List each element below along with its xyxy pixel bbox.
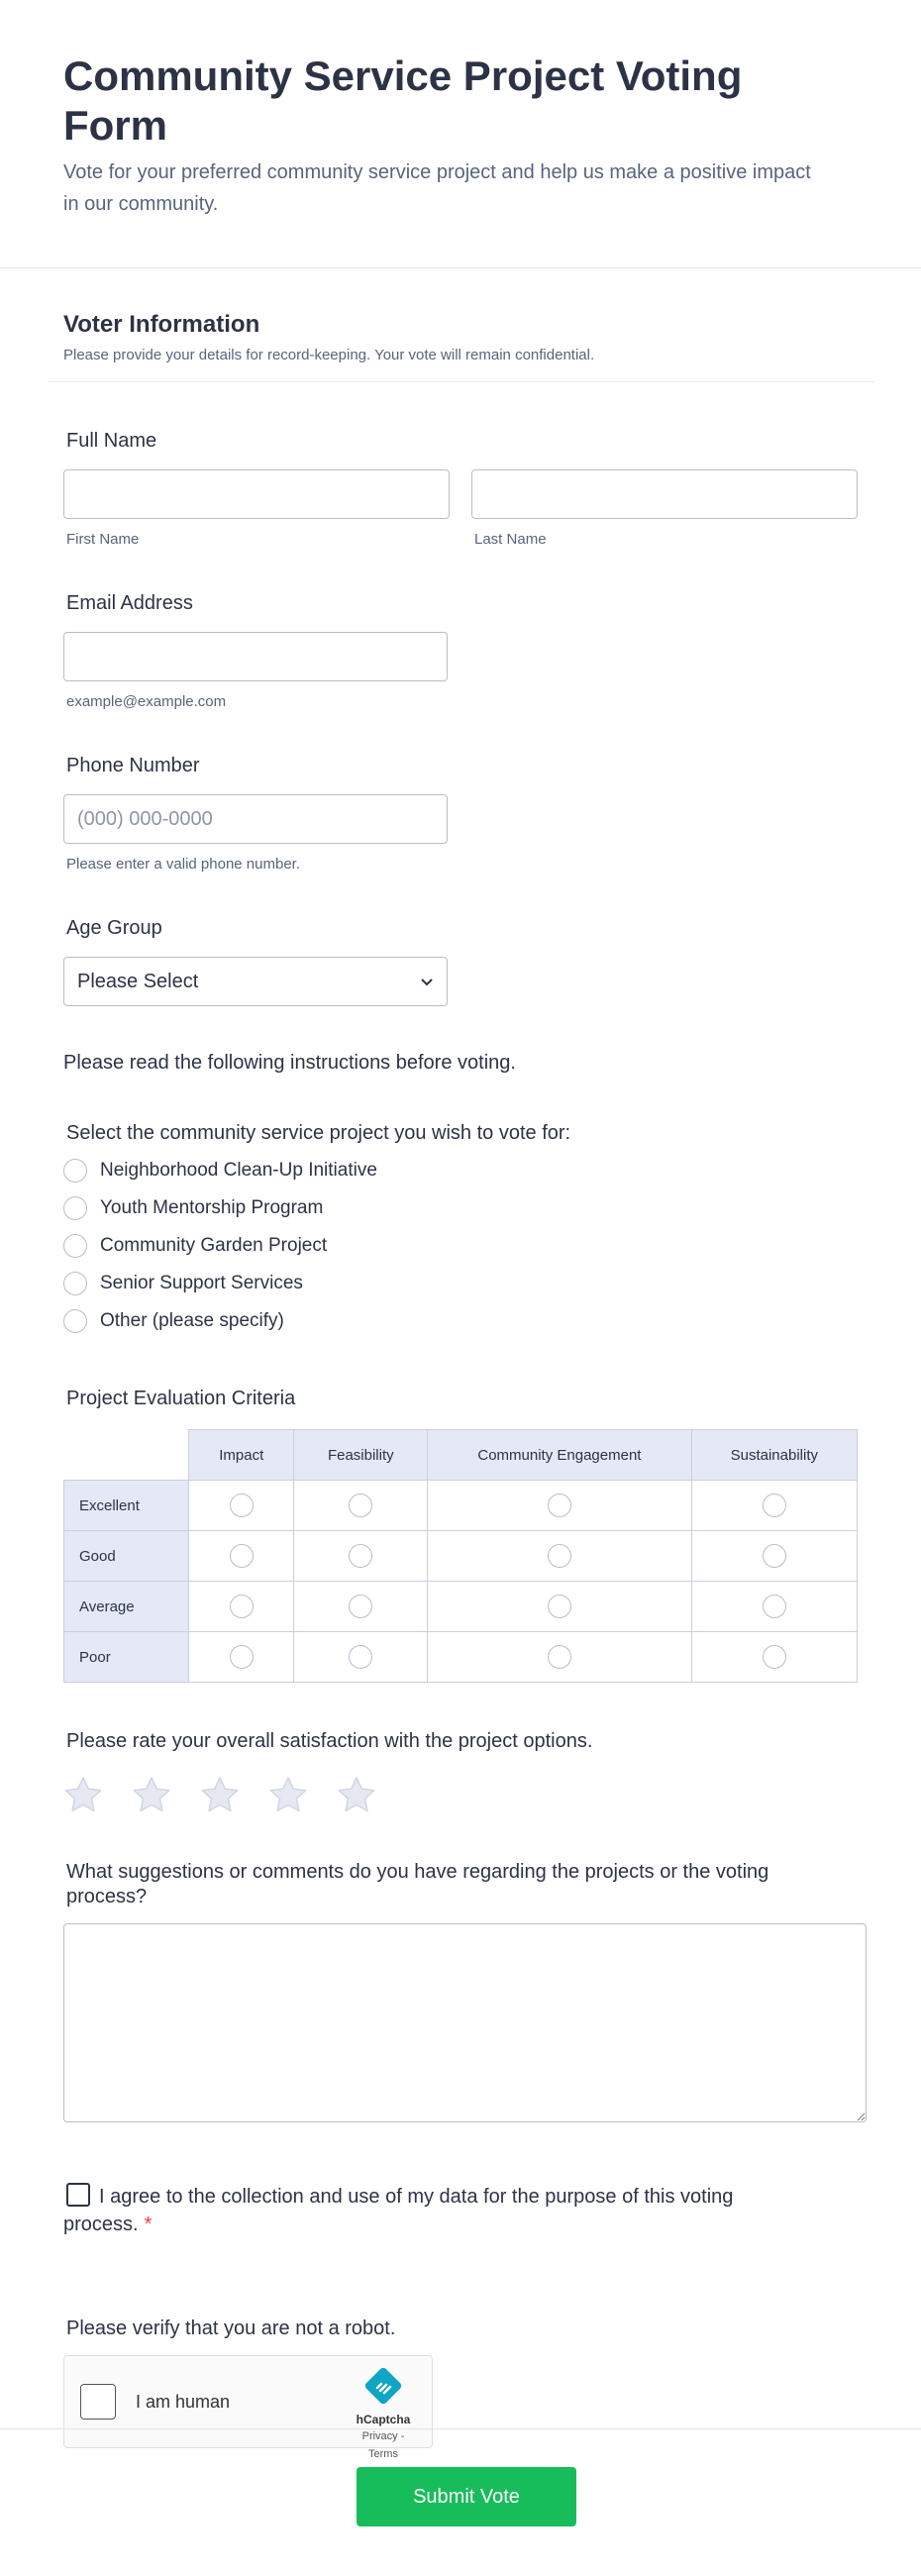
option-label: Youth Mentorship Program xyxy=(100,1197,324,1218)
evaluation-field xyxy=(63,1386,858,1683)
matrix-row xyxy=(64,1481,858,1531)
project-option[interactable] xyxy=(63,1265,858,1302)
matrix-corner xyxy=(64,1430,189,1481)
page-subtitle: Vote for your preferred community service project and help us make a positive impact in our community. xyxy=(63,161,811,215)
project-option[interactable] xyxy=(63,1152,858,1189)
email-sublabel: example@example.com xyxy=(66,693,227,710)
comments-label: What suggestions or comments do you have regarding the projects or the voting process? xyxy=(66,1861,769,1907)
required-mark: * xyxy=(144,2214,153,2235)
consent-row xyxy=(63,2183,737,2238)
age-group-field xyxy=(63,915,858,1006)
option-label: Senior Support Services xyxy=(100,1273,303,1293)
age-group-select[interactable] xyxy=(63,957,448,1006)
matrix-row-label: Good xyxy=(64,1531,189,1582)
matrix-radio[interactable] xyxy=(230,1494,254,1517)
project-option[interactable] xyxy=(63,1227,858,1265)
star-icon[interactable] xyxy=(200,1776,240,1818)
first-name-input[interactable] xyxy=(63,469,450,519)
matrix-row xyxy=(64,1531,858,1582)
matrix-column-header: Impact xyxy=(189,1430,294,1481)
matrix-radio[interactable] xyxy=(230,1595,254,1618)
matrix-radio[interactable] xyxy=(548,1595,571,1618)
matrix-radio[interactable] xyxy=(763,1645,786,1669)
form-header xyxy=(0,0,921,268)
matrix-row xyxy=(64,1582,858,1632)
radio-button[interactable] xyxy=(63,1272,87,1295)
star-icon[interactable] xyxy=(63,1776,103,1818)
project-option[interactable] xyxy=(63,1189,858,1227)
matrix-radio[interactable] xyxy=(230,1544,254,1568)
full-name-label: Full Name xyxy=(66,430,157,452)
matrix-radio[interactable] xyxy=(763,1544,786,1568)
comments-textarea[interactable] xyxy=(63,1923,867,2122)
evaluation-label: Project Evaluation Criteria xyxy=(66,1388,296,1409)
option-label: Neighborhood Clean-Up Initiative xyxy=(100,1160,377,1181)
age-group-label: Age Group xyxy=(66,917,162,939)
captcha-checkbox[interactable] xyxy=(80,2384,116,2420)
instructions-text: Please read the following instructions before voting. xyxy=(63,1052,516,1074)
matrix-column-header: Sustainability xyxy=(691,1430,857,1481)
captcha-label: Please verify that you are not a robot. xyxy=(66,2318,396,2339)
project-vote-field xyxy=(63,1120,858,1340)
captcha-brand: hCaptcha xyxy=(356,2413,411,2426)
full-name-field xyxy=(63,428,858,549)
phone-label: Phone Number xyxy=(66,755,200,776)
instructions-block xyxy=(63,1052,858,1075)
first-name-sublabel: First Name xyxy=(66,531,140,548)
comments-field xyxy=(63,1860,858,2127)
consent-field xyxy=(63,2183,858,2238)
satisfaction-label: Please rate your overall satisfaction with the project options. xyxy=(66,1730,593,1752)
star-icon[interactable] xyxy=(337,1776,376,1818)
option-label: Community Garden Project xyxy=(100,1235,328,1256)
matrix-radio[interactable] xyxy=(349,1544,372,1568)
section-title: Voter Information xyxy=(63,311,260,338)
consent-checkbox[interactable] xyxy=(66,2183,90,2207)
matrix-column-header: Feasibility xyxy=(294,1430,428,1481)
matrix-row-label: Excellent xyxy=(64,1481,189,1531)
star-rating xyxy=(63,1776,858,1818)
matrix-radio[interactable] xyxy=(763,1494,786,1517)
matrix-radio[interactable] xyxy=(349,1645,372,1669)
age-group-selected: Please Select xyxy=(77,970,199,992)
radio-button[interactable] xyxy=(63,1234,87,1258)
email-label: Email Address xyxy=(66,592,193,614)
matrix-radio[interactable] xyxy=(349,1595,372,1618)
page-title: Community Service Project Voting Form xyxy=(63,52,743,149)
star-icon[interactable] xyxy=(132,1776,171,1818)
radio-button[interactable] xyxy=(63,1309,87,1333)
matrix-row-label: Poor xyxy=(64,1632,189,1683)
matrix-radio[interactable] xyxy=(548,1544,571,1568)
last-name-input[interactable] xyxy=(471,469,858,519)
matrix-radio[interactable] xyxy=(230,1645,254,1669)
matrix-radio[interactable] xyxy=(349,1494,372,1517)
evaluation-matrix xyxy=(63,1429,858,1683)
email-input[interactable] xyxy=(63,632,448,681)
matrix-radio[interactable] xyxy=(548,1645,571,1669)
matrix-radio[interactable] xyxy=(763,1595,786,1618)
project-vote-label: Select the community service project you wish to vote for: xyxy=(66,1122,571,1144)
radio-button[interactable] xyxy=(63,1159,87,1183)
matrix-row xyxy=(64,1632,858,1683)
option-label: Other (please specify) xyxy=(100,1310,284,1331)
star-icon[interactable] xyxy=(268,1776,308,1818)
consent-label: I agree to the collection and use of my data for the purpose of this voting process. xyxy=(63,2186,734,2235)
chevron-down-icon xyxy=(420,971,434,993)
phone-input[interactable] xyxy=(63,794,448,844)
email-field xyxy=(63,590,858,711)
radio-button[interactable] xyxy=(63,1196,87,1220)
hcaptcha-icon xyxy=(363,2366,403,2406)
last-name-sublabel: Last Name xyxy=(474,531,547,548)
matrix-column-header: Community Engagement xyxy=(428,1430,691,1481)
satisfaction-field xyxy=(63,1728,858,1818)
matrix-row-label: Average xyxy=(64,1582,189,1632)
matrix-radio[interactable] xyxy=(548,1494,571,1517)
captcha-text: I am human xyxy=(136,2391,231,2412)
project-option[interactable] xyxy=(63,1302,858,1340)
captcha-links[interactable]: Privacy - Terms xyxy=(361,2430,405,2460)
submit-button[interactable]: Submit Vote xyxy=(357,2467,576,2526)
phone-field xyxy=(63,753,858,874)
voter-section-header xyxy=(48,310,873,382)
phone-sublabel: Please enter a valid phone number. xyxy=(66,856,300,873)
form-footer xyxy=(0,2428,921,2576)
section-description: Please provide your details for record-keeping. Your vote will remain confidential. xyxy=(63,347,595,363)
